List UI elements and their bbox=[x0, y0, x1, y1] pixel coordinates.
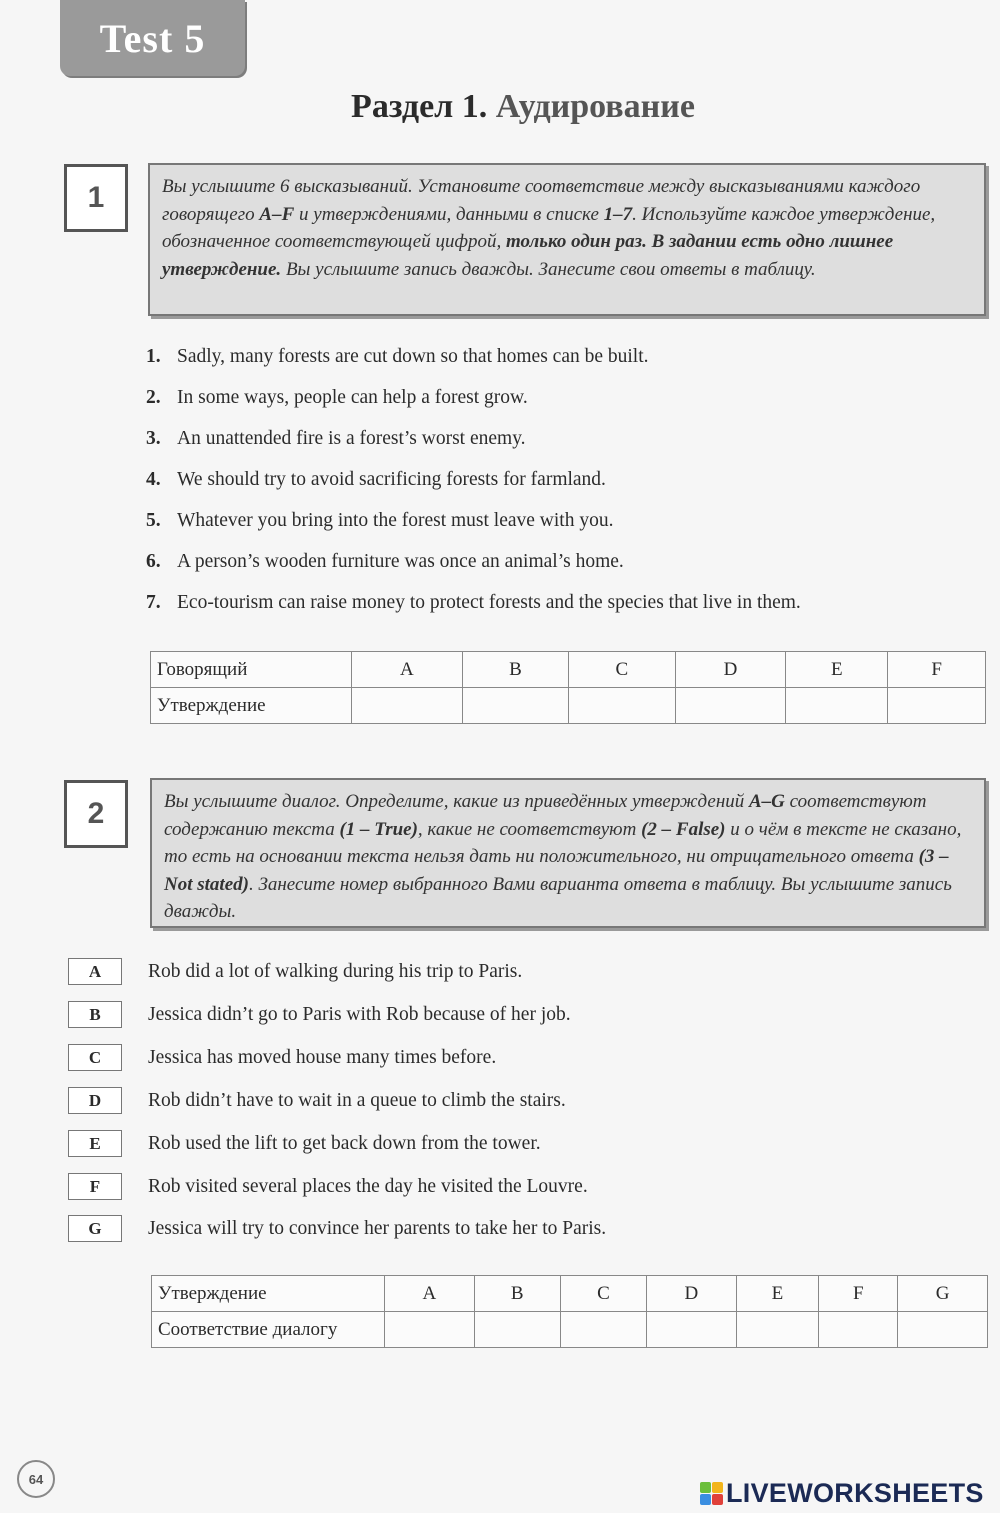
instr1-part: . Используйте каждое утверждение, обозначенное соответствующей цифрой, bbox=[162, 203, 936, 252]
list-item bbox=[146, 463, 801, 504]
letter-box: G bbox=[68, 1215, 122, 1242]
list-item bbox=[68, 1044, 968, 1071]
task-1-instructions bbox=[148, 163, 986, 316]
answer-cell[interactable] bbox=[675, 688, 786, 724]
table-header-cell: D bbox=[646, 1276, 736, 1312]
instr1-emphasis: только один раз. В задании есть одно лишнее утверждение. bbox=[162, 231, 894, 280]
task-1-statement-list bbox=[146, 340, 801, 627]
letter-box: E bbox=[68, 1130, 122, 1157]
task-2-answer-table bbox=[151, 1275, 988, 1348]
statement-text: Rob visited several places the day he visited the Louvre. bbox=[148, 1175, 588, 1197]
statement-text: Rob used the lift to get back down from the tower. bbox=[148, 1132, 541, 1154]
answer-cell[interactable] bbox=[569, 688, 675, 724]
liveworksheets-logo-icon bbox=[700, 1482, 723, 1505]
instr2-part: Вы услышите диалог. Определите, какие из приведённых утверждений bbox=[164, 791, 749, 812]
table-row bbox=[151, 688, 986, 724]
statement-number: 2. bbox=[146, 387, 161, 408]
statement-text: Jessica will try to convince her parents to take her to Paris. bbox=[148, 1217, 607, 1239]
answer-cell[interactable] bbox=[819, 1312, 898, 1348]
table-header-cell: D bbox=[675, 652, 786, 688]
instr2-part: , какие не соответствуют bbox=[417, 818, 642, 840]
instr1-range: 1–7 bbox=[603, 203, 633, 225]
answer-cell[interactable] bbox=[898, 1312, 988, 1348]
list-item bbox=[146, 586, 801, 627]
brand-name: LIVEWORKSHEETS bbox=[726, 1477, 984, 1508]
statement-text: We should try to avoid sacrificing forests for farmland. bbox=[177, 469, 606, 490]
liveworksheets-logo[interactable] bbox=[700, 1478, 984, 1508]
list-item bbox=[146, 422, 801, 463]
task-2-instructions bbox=[150, 778, 986, 928]
list-item bbox=[68, 1001, 968, 1028]
instr2-true: (1 – True) bbox=[339, 818, 418, 840]
task-1-number: 1 bbox=[64, 164, 128, 232]
answer-cell[interactable] bbox=[385, 1312, 475, 1348]
instr1-part: Вы услышите 6 высказываний. Установите соответствие между высказываниями каждого говорящего bbox=[162, 176, 921, 225]
table-header-cell: C bbox=[560, 1276, 646, 1312]
list-item bbox=[68, 958, 968, 985]
section-title-bold: Раздел 1. bbox=[351, 88, 488, 125]
table-header-cell: B bbox=[462, 652, 568, 688]
answer-cell[interactable] bbox=[474, 1312, 560, 1348]
instr2-part: и о чём в тексте не сказано, то есть на основании текста нельзя дать ни положительного, ни отрицательного ответа bbox=[164, 818, 962, 867]
answer-cell[interactable] bbox=[646, 1312, 736, 1348]
statement-number: 3. bbox=[146, 428, 161, 449]
task-1-answer-table bbox=[150, 651, 986, 724]
instr1-part: и утверждениями, данными в списке bbox=[294, 203, 604, 225]
instr2-part: соответствуют содержанию текста bbox=[164, 791, 927, 840]
statement-number: 6. bbox=[146, 551, 161, 572]
section-title bbox=[0, 88, 1000, 126]
statement-text: Jessica didn’t go to Paris with Rob because of her job. bbox=[148, 1003, 571, 1025]
instr1-speakers: A–F bbox=[259, 203, 295, 225]
instr2-range: A–G bbox=[749, 791, 785, 812]
statement-text: Eco-tourism can raise money to protect forests and the species that live in them. bbox=[177, 592, 801, 613]
statement-text: Jessica has moved house many times before. bbox=[148, 1046, 497, 1068]
answer-cell[interactable] bbox=[352, 688, 463, 724]
table-header-cell: B bbox=[474, 1276, 560, 1312]
table-header-cell: F bbox=[819, 1276, 898, 1312]
letter-box: A bbox=[68, 958, 122, 985]
statement-number: 5. bbox=[146, 510, 161, 531]
list-item bbox=[146, 545, 801, 586]
answer-cell[interactable] bbox=[462, 688, 568, 724]
table-header-cell: Утверждение bbox=[152, 1276, 385, 1312]
page-number: 64 bbox=[17, 1460, 55, 1498]
letter-box: F bbox=[68, 1173, 122, 1200]
statement-text: A person’s wooden furniture was once an animal’s home. bbox=[177, 551, 624, 572]
list-item bbox=[68, 1173, 968, 1200]
instr1-part: Вы услышите запись дважды. Занесите свои ответы в таблицу. bbox=[281, 258, 816, 280]
letter-box: C bbox=[68, 1044, 122, 1071]
table-header-cell: A bbox=[385, 1276, 475, 1312]
statement-text: Rob did a lot of walking during his trip to Paris. bbox=[148, 960, 523, 982]
statement-text: An unattended fire is a forest’s worst enemy. bbox=[177, 428, 526, 449]
table-row-label: Утверждение bbox=[151, 688, 352, 724]
letter-box: D bbox=[68, 1087, 122, 1114]
statement-number: 7. bbox=[146, 592, 161, 613]
list-item bbox=[68, 1130, 968, 1157]
letter-box: B bbox=[68, 1001, 122, 1028]
table-row bbox=[152, 1312, 988, 1348]
table-header-cell: C bbox=[569, 652, 675, 688]
table-row bbox=[151, 652, 986, 688]
task-2-number: 2 bbox=[64, 780, 128, 848]
answer-cell[interactable] bbox=[560, 1312, 646, 1348]
answer-cell[interactable] bbox=[736, 1312, 819, 1348]
table-header-cell: F bbox=[888, 652, 986, 688]
statement-number: 1. bbox=[146, 346, 161, 367]
table-row-label: Соответствие диалогу bbox=[152, 1312, 385, 1348]
statement-number: 4. bbox=[146, 469, 161, 490]
instr2-false: (2 – False) bbox=[641, 818, 726, 840]
list-item bbox=[146, 504, 801, 545]
list-item bbox=[146, 340, 801, 381]
section-title-rest: Аудирование bbox=[487, 88, 695, 125]
answer-cell[interactable] bbox=[786, 688, 888, 724]
answer-cell[interactable] bbox=[888, 688, 986, 724]
table-header-cell: E bbox=[786, 652, 888, 688]
table-header-cell: Говорящий bbox=[151, 652, 352, 688]
test-label: Test 5 bbox=[60, 0, 245, 76]
list-item bbox=[146, 381, 801, 422]
statement-text: Rob didn’t have to wait in a queue to climb the stairs. bbox=[148, 1089, 566, 1111]
table-row bbox=[152, 1276, 988, 1312]
instr2-part: . Занесите номер выбранного Вами варианта ответа в таблицу. Вы услышите запись дважды. bbox=[164, 873, 952, 922]
table-header-cell: E bbox=[736, 1276, 819, 1312]
instr2-not-stated: (3 – Not stated) bbox=[164, 846, 949, 895]
statement-text: Whatever you bring into the forest must leave with you. bbox=[177, 510, 614, 531]
table-header-cell: A bbox=[352, 652, 463, 688]
list-item bbox=[68, 1215, 968, 1242]
statement-text: Sadly, many forests are cut down so that homes can be built. bbox=[177, 346, 649, 367]
table-header-cell: G bbox=[898, 1276, 988, 1312]
list-item bbox=[68, 1087, 968, 1114]
statement-text: In some ways, people can help a forest grow. bbox=[177, 387, 528, 408]
